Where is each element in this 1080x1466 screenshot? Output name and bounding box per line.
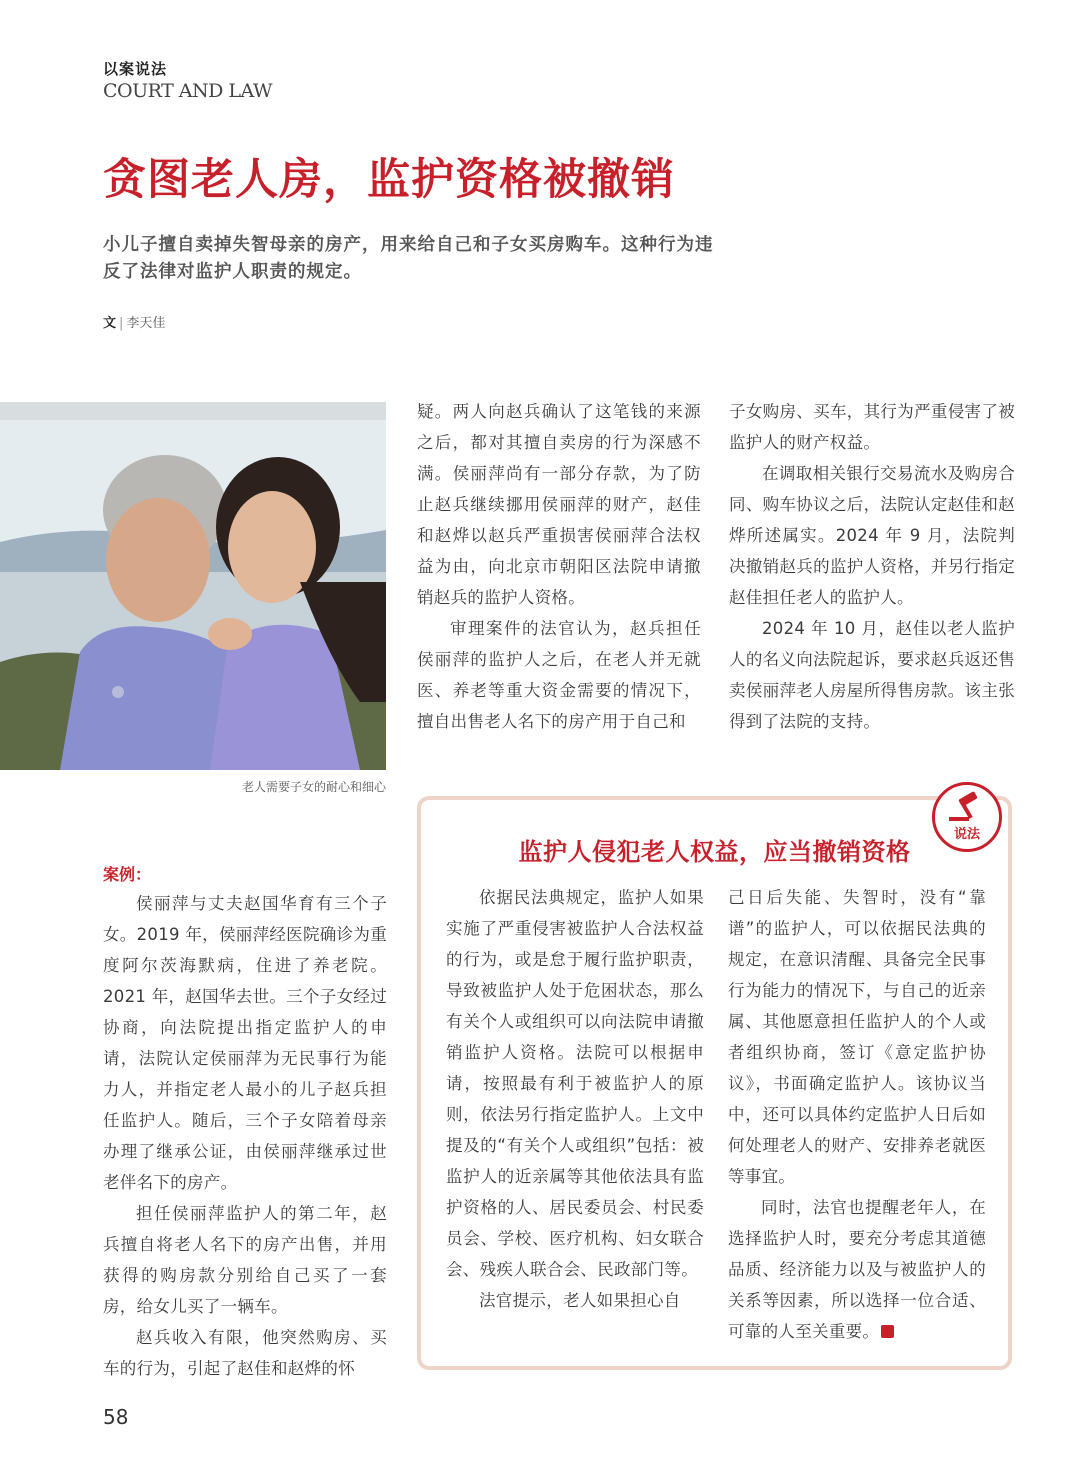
paragraph — [728, 1192, 986, 1347]
article-column-right — [729, 396, 1015, 737]
paragraph: 己日后失能、失智时，没有“靠谱”的监护人，可以依据民法典的规定，在意识清醒、具备完全民事行为能力的情况下，与自己的近亲属、其他愿意担任监护人的个人或者组织协商，签订《意定监护协议》，书面确定监护人。该协议当中，还可以具体约定监护人日后如何处理老人的财产、安排养老就医等事宜。 — [728, 888, 986, 1186]
photo-caption: 老人需要子女的耐心和细心 — [241, 780, 386, 794]
paragraph: 子女购房、买车，其行为严重侵害了被监护人的财产权益。 — [729, 402, 1015, 452]
article-lead: 小儿子擅自卖掉失智母亲的房产，用来给自己和子女买房购车。这种行为违反了法律对监护人职责的规定。 — [103, 235, 714, 282]
end-mark-icon — [881, 1325, 894, 1338]
paragraph: 赵兵收入有限，他突然购房、买车的行为，引起了赵佳和赵烨的怀 — [103, 1328, 387, 1378]
box-column-right — [728, 882, 986, 1347]
article-title: 贪图老人房，监护资格被撤销 — [103, 155, 675, 205]
paragraph: 担任侯丽萍监护人的第二年，赵兵擅自将老人名下的房产出售，并用获得的购房款分别给自己买了一套房，给女儿买了一辆车。 — [103, 1204, 387, 1316]
paragraph: 2024 年 10 月，赵佳以老人监护人的名义向法院起诉，要求赵兵返还售卖侯丽萍老人房屋所得售房款。该主张得到了法院的支持。 — [729, 619, 1015, 731]
paragraph: 在调取相关银行交易流水及购房合同、购车协议之后，法院认定赵佳和赵烨所述属实。2024 年 9 月，法院判决撤销赵兵的监护人资格，并另行指定赵佳担任老人的监护人。 — [729, 464, 1015, 607]
page-number: 58 — [103, 1405, 129, 1429]
paragraph-text: 同时，法官也提醒老年人，在选择监护人时，要充分考虑其道德品质、经济能力以及与被监护人的关系等因素，所以选择一位合适、可靠的人至关重要。 — [728, 1198, 986, 1341]
byline-label: 文 — [103, 316, 117, 331]
box-column-left — [446, 882, 704, 1316]
paragraph: 法官提示，老人如果担心自 — [479, 1291, 681, 1310]
article-column-left — [103, 888, 387, 1384]
paragraph: 侯丽萍与丈夫赵国华育有三个子女。2019 年，侯丽萍经医院确诊为重度阿尔茨海默病，住进了养老院。2021 年，赵国华去世。三个子女经过协商，向法院提出指定监护人的申请，法院认定侯丽萍为无民事行为能力人，并指定老人最小的儿子赵兵担任监护人。随后，三个子女陪着母亲办理了继承公证，由侯丽萍继承过世老伴名下的房产。 — [103, 894, 387, 1192]
box-title: 监护人侵犯老人权益，应当撤销资格 — [518, 838, 911, 866]
paragraph: 疑。两人向赵兵确认了这笔钱的来源之后，都对其擅自卖房的行为深感不满。侯丽萍尚有一部分存款，为了防止赵兵继续挪用侯丽萍的财产，赵佳和赵烨以赵兵严重损害侯丽萍合法权益为由，向北京市朝阳区法院申请撤销赵兵的监护人资格。 — [417, 402, 701, 607]
byline: 文 | 李天佳 — [103, 316, 166, 331]
byline-author: 李天佳 — [126, 316, 166, 331]
badge-label: 说法 — [953, 827, 980, 842]
section-label: 以案说法 — [103, 60, 168, 78]
paragraph: 审理案件的法官认为，赵兵担任侯丽萍的监护人之后，在老人并无就医、养老等重大资金需要的情况下，擅自出售老人名下的房产用于自己和 — [417, 619, 701, 731]
section-label-english: COURT AND LAW — [103, 80, 273, 102]
photo-illustration — [0, 402, 386, 770]
article-column-middle — [417, 396, 701, 737]
case-label: 案例： — [103, 865, 152, 884]
article-photo — [0, 402, 386, 770]
paragraph: 依据民法典规定，监护人如果实施了严重侵害被监护人合法权益的行为，或是怠于履行监护职责，导致被监护人处于危困状态，那么有关个人或组织可以向法院申请撤销监护人资格。法院可以根据申请，按照最有利于被监护人的原则，依法另行指定监护人。上文中提及的“有关个人或组织”包括：被监护人的近亲属等其他依法具有监护资格的人、居民委员会、村民委员会、学校、医疗机构、妇女联合会、残疾人联合会、民政部门等。 — [446, 888, 704, 1279]
